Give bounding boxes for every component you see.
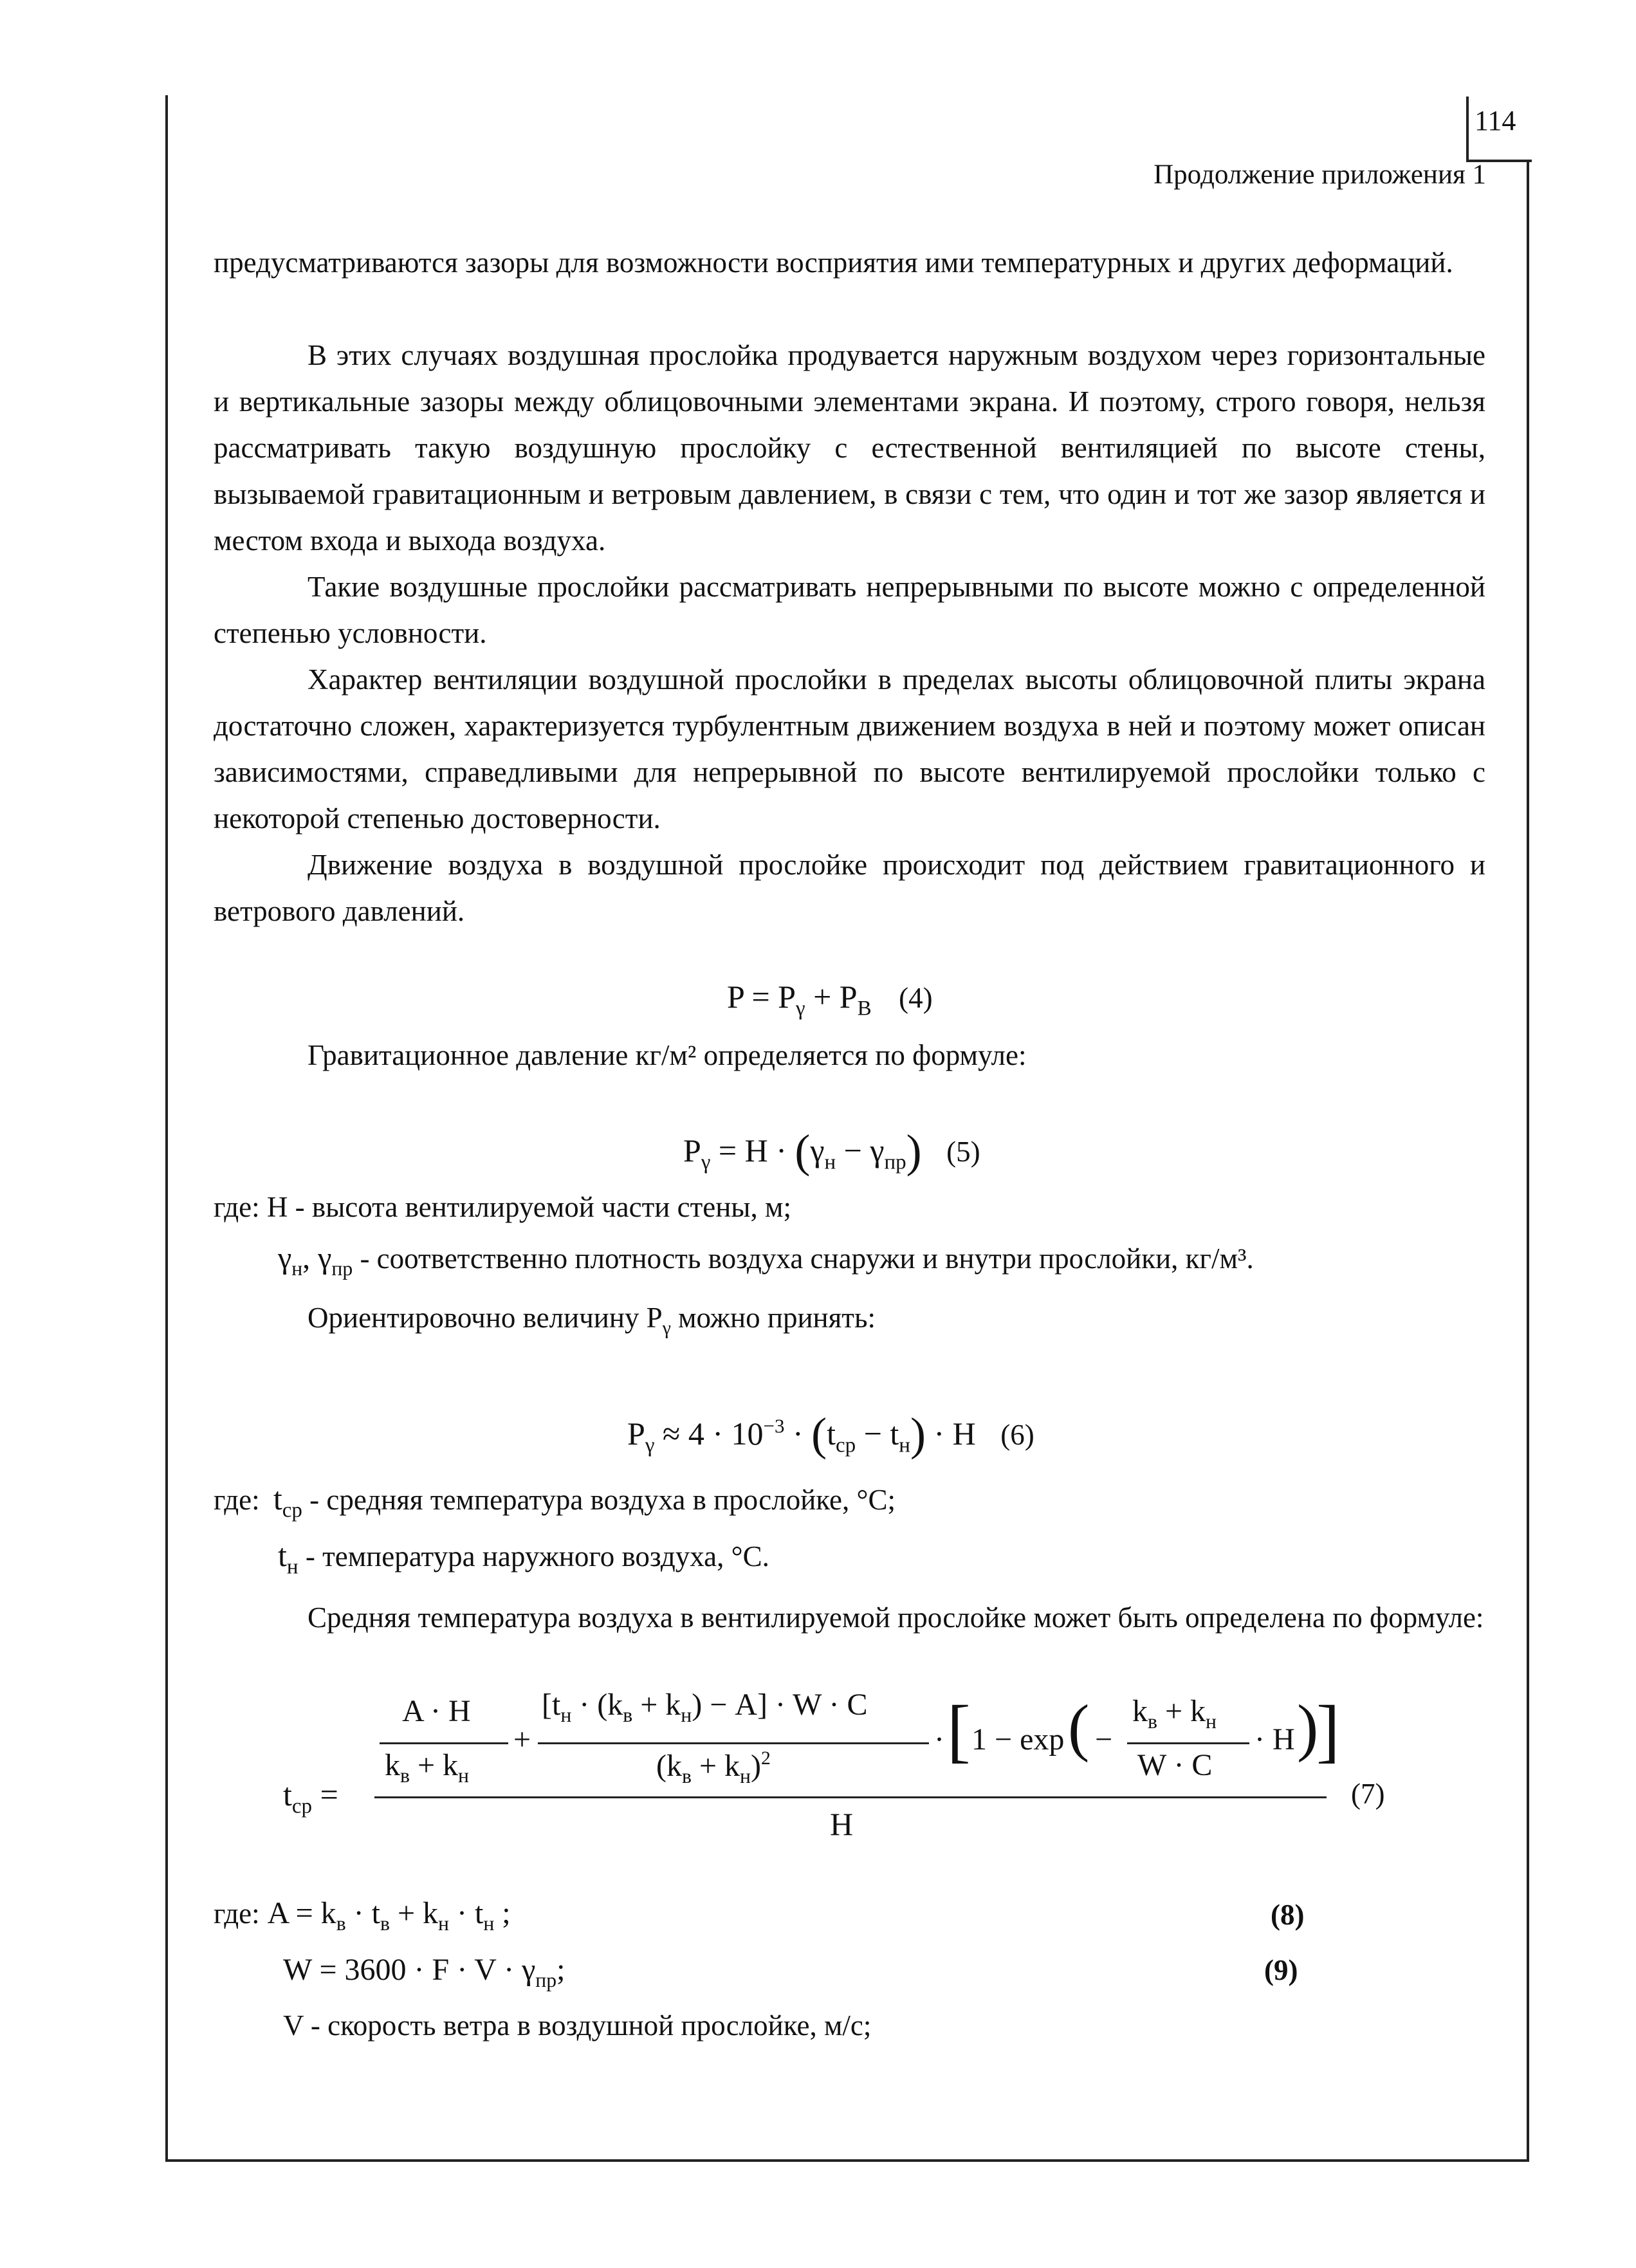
where-tn-line: $t_н$ - температура наружного воздуха, °С. — [278, 1537, 769, 1579]
frame-right-border — [1527, 160, 1529, 2161]
where-tn: - температура наружного воздуха, °С. — [305, 1540, 769, 1572]
frame-left-border — [165, 95, 168, 2161]
equation-9: $W = 3600 \cdot F \cdot V \cdot \gamma_{пр}$; — [283, 1953, 565, 1992]
eq7-main-den: H — [830, 1806, 854, 1842]
eq7-frac3-den: W · C — [1137, 1748, 1213, 1782]
eq7-frac1-den: $k_в + k_н$ — [385, 1748, 469, 1787]
equation-8: где: $A = k_в \cdot t_в + k_н \cdot t_н$ ; — [214, 1896, 511, 1935]
eq7-exp: 1 − exp — [971, 1722, 1065, 1756]
gamma-description: - соответственно плотность воздуха снаружи и внутри прослойки, кг/м³. — [360, 1242, 1254, 1275]
equation-4: $P = P_\gamma + P_B$ (4) — [727, 979, 933, 1020]
paragraph-6: Гравитационное давление кг/м² определяется по формуле: — [308, 1039, 1027, 1071]
eq9-number: (9) — [1264, 1954, 1298, 1986]
eq8-number: (8) — [1271, 1899, 1305, 1931]
eq7-frac1-line — [380, 1742, 508, 1744]
eq7-frac3-line — [1127, 1742, 1249, 1744]
where-label-2: где: — [214, 1897, 260, 1930]
eq7-plus: + — [513, 1722, 531, 1756]
eq7-frac2-line — [538, 1742, 929, 1744]
eq7-frac2-num: $[t_н \cdot (k_в + k_н) - A] \cdot W \cdot C$ — [542, 1688, 868, 1727]
page-number: 114 — [1475, 105, 1516, 136]
eq7-bracket-left: [ — [947, 1691, 971, 1769]
eq7-frac3-num: $k_в + k_н$ — [1132, 1694, 1217, 1733]
eq7-number: (7) — [1351, 1778, 1385, 1810]
paragraph-2: В этих случаях воздушная прослойка продувается наружным воздухом через горизонтальные и вертикальные зазоры между облицовочными элементами экрана. И поэтому, строго говоря, нельзя рассматривать такую воздушную прослойку с естественной вентиляцией по высоте стены, вызываемой гравитационным и ветровым давлением, в связи с тем, что один и тот же зазор является и местом входа и выхода воздуха. — [214, 339, 1485, 557]
paragraph-3: Такие воздушные прослойки рассматривать непрерывными по высоте можно с определенной степенью условности. — [214, 571, 1485, 649]
frame-bottom-border — [165, 2159, 1529, 2162]
eq7-frac2-den: $(k_в + k_н)^2$ — [656, 1747, 771, 1787]
equation-6: $P_\gamma \approx 4 \cdot 10^{-3} \cdot (t_{cp} - t_н) \cdot H$ (6) — [627, 1408, 1034, 1460]
where-H: где: H - высота вентилируемой части стены, м; — [214, 1191, 792, 1223]
eq7-lhs: $t_{cp}$ = — [283, 1776, 338, 1818]
where-tcp: - средняя температура воздуха в прослойке, °С; — [309, 1484, 896, 1516]
where-label: где: — [214, 1484, 260, 1516]
eq7-minus: − — [1095, 1722, 1113, 1756]
paragraph-7: Ориентировочно величину $P_\gamma$ можно принять: — [308, 1302, 876, 1339]
equation-5: $P_\gamma = H \cdot (\gamma_н - \gamma_{пр})$ (5) — [683, 1125, 980, 1177]
p7-suffix: можно принять: — [678, 1302, 876, 1334]
eq7-bracket-right: ] — [1316, 1691, 1340, 1769]
paragraph-5: Движение воздуха в воздушной прослойке происходит под действием гравитационного и ветрового давлений. — [214, 849, 1485, 927]
eq7-main-line — [374, 1796, 1327, 1798]
eq7-paren-right: ) — [1297, 1692, 1319, 1763]
eq7-frac1-num: A · H — [402, 1694, 471, 1728]
eq5-number: (5) — [946, 1136, 980, 1168]
eq6-number: (6) — [1000, 1419, 1034, 1451]
v-description: V - скорость ветра в воздушной прослойке, м/с; — [283, 2009, 872, 2042]
running-head: Продолжение приложения 1 — [1153, 160, 1486, 190]
where-tcp-line: где: $t_{cp}$ - средняя температура воздуха в прослойке, °С; — [214, 1480, 896, 1522]
eq4-text: P = P — [727, 979, 796, 1015]
gamma-line: $\gamma_н$, $\gamma_{пр}$ - соответственно плотность воздуха снаружи и внутри прослойки, кг/м³. — [278, 1241, 1254, 1280]
eq7-times-h: · H — [1255, 1722, 1295, 1756]
eq4-number: (4) — [899, 982, 933, 1014]
paragraph-4: Характер вентиляции воздушной прослойки в пределах высоты облицовочной плиты экрана достаточно сложен, характеризуется турбулентным движением воздуха в ней и поэтому может описан зависимостями, справедливыми для непрерывной по высоте вентилируемой прослойки только с некоторой степенью достоверности. — [214, 663, 1485, 834]
eq7-dot: · — [934, 1722, 944, 1756]
paragraph-1: предусматриваются зазоры для возможности восприятия ими температурных и других деформаций. — [214, 246, 1453, 279]
p7-prefix: Ориентировочно величину — [308, 1302, 639, 1334]
paragraph-8: Средняя температура воздуха в вентилируемой прослойке может быть определена по формуле: — [308, 1601, 1484, 1634]
eq7-paren-left: ( — [1068, 1692, 1090, 1763]
